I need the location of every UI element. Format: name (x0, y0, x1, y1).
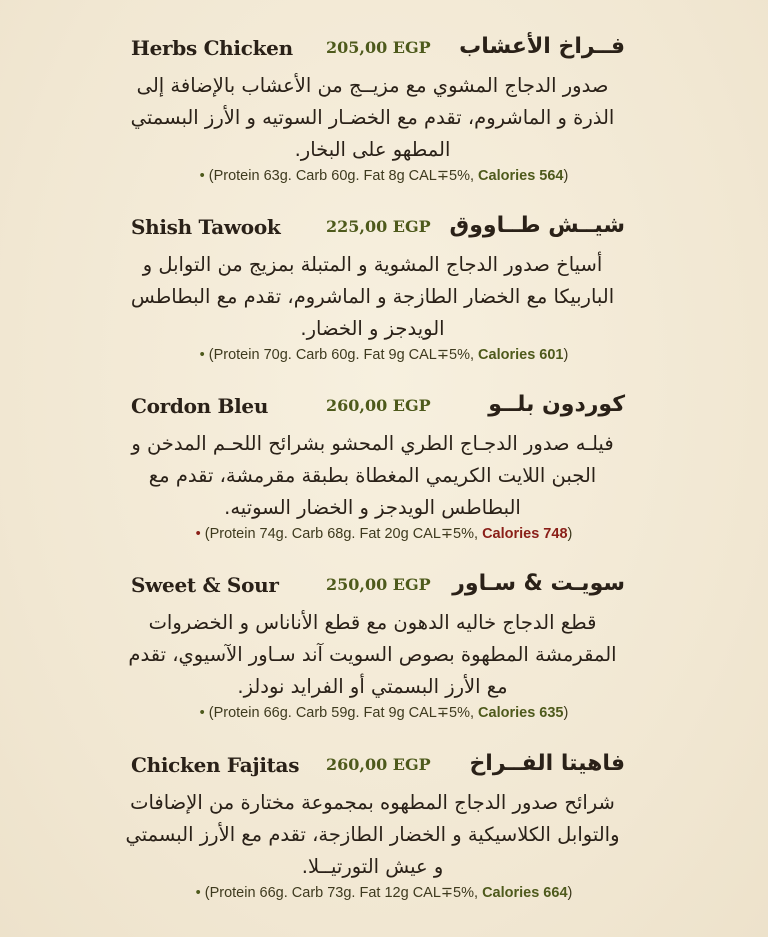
nutrition-close: ) (563, 168, 569, 184)
nutrition-close: ) (563, 347, 569, 363)
calories-value: Calories 564 (478, 168, 564, 184)
item-price: 250,00 EGP (326, 575, 431, 594)
item-price: 260,00 EGP (326, 755, 431, 774)
item-name-ar: شيــش طــاووق (449, 213, 625, 238)
nutrition-text: (Protein 66g. Carb 59g. Fat 9g CAL∓5%, (208, 705, 479, 721)
item-description-ar: شرائح صدور الدجاج المطهوه بمجموعة مختارة من الإضافات والتوابل الكلاسيكية و الخضار الطازجة، تقدم مع الأرز البسمتي و عيش التورتيــلا. (125, 791, 620, 878)
bullet-dot: • (195, 526, 201, 542)
item-name-en: Cordon Bleu (131, 394, 269, 418)
item-price: 205,00 EGP (326, 38, 431, 57)
item-name-ar: فاهيتا الفــراخ (469, 751, 625, 776)
nutrition-text: (Protein 70g. Carb 60g. Fat 9g CAL∓5%, (208, 347, 479, 363)
item-price: 225,00 EGP (326, 217, 431, 236)
bullet-dot: • (199, 705, 205, 721)
nutrition-text: (Protein 66g. Carb 73g. Fat 12g CAL∓5%, (204, 885, 483, 901)
nutrition-text: (Protein 63g. Carb 60g. Fat 8g CAL∓5%, (208, 168, 479, 184)
nutrition-info (0, 168, 768, 184)
nutrition-text: (Protein 74g. Carb 68g. Fat 20g CAL∓5%, (204, 526, 483, 542)
nutrition-info (0, 347, 768, 363)
nutrition-close: ) (563, 705, 569, 721)
item-name-en: Herbs Chicken (131, 36, 293, 60)
item-name-ar: كوردون بلــو (488, 392, 625, 417)
nutrition-close: ) (567, 526, 573, 542)
calories-value: Calories 664 (482, 885, 568, 901)
menu-item-cordon-bleu (0, 372, 768, 544)
item-name-en: Sweet & Sour (131, 573, 279, 597)
item-name-ar: فــراخ الأعشاب (459, 34, 625, 59)
nutrition-info (0, 526, 768, 542)
bullet-dot: • (199, 168, 205, 184)
nutrition-info (0, 885, 768, 901)
menu-item-herbs-chicken (0, 14, 768, 186)
item-description-ar: قطع الدجاج خاليه الدهون مع قطع الأناناس و الخضروات المقرمشة المطهوة بصوص السويت آند سـاور الآسيوي، تقدم مع الأرز البسمتي أو الفرايد نودلز. (128, 611, 617, 698)
item-name-ar: سويـت & سـاور (452, 571, 625, 596)
calories-value: Calories 601 (478, 347, 564, 363)
bullet-dot: • (195, 885, 201, 901)
nutrition-close: ) (567, 885, 573, 901)
menu-item-chicken-fajitas (0, 731, 768, 903)
item-name-en: Shish Tawook (131, 215, 281, 239)
item-name-en: Chicken Fajitas (131, 753, 300, 777)
calories-value: Calories 748 (482, 526, 568, 542)
item-description-ar: صدور الدجاج المشوي مع مزيــج من الأعشاب بالإضافة إلى الذرة و الماشروم، تقدم مع الخضـار السوتيه و الأرز البسمتي المطهو على البخار. (130, 74, 615, 161)
menu-item-shish-tawook (0, 193, 768, 365)
menu-item-sweet-and-sour (0, 551, 768, 723)
item-description-ar: فيلـه صدور الدجـاج الطري المحشو بشرائح اللحـم المدخن و الجبن اللايت الكريمي المغطاة بطبقة مقرمشة، تقدم مع البطاطس الويدجز و الخضار السوتيه. (131, 432, 614, 519)
nutrition-info (0, 705, 768, 721)
bullet-dot: • (199, 347, 205, 363)
item-price: 260,00 EGP (326, 396, 431, 415)
item-description-ar: أسياخ صدور الدجاج المشوية و المتبلة بمزيج من التوابل و الباربيكا مع الخضار الطازجة و الماشروم، تقدم مع البطاطس الويدجز و الخضار. (130, 253, 615, 340)
calories-value: Calories 635 (478, 705, 564, 721)
